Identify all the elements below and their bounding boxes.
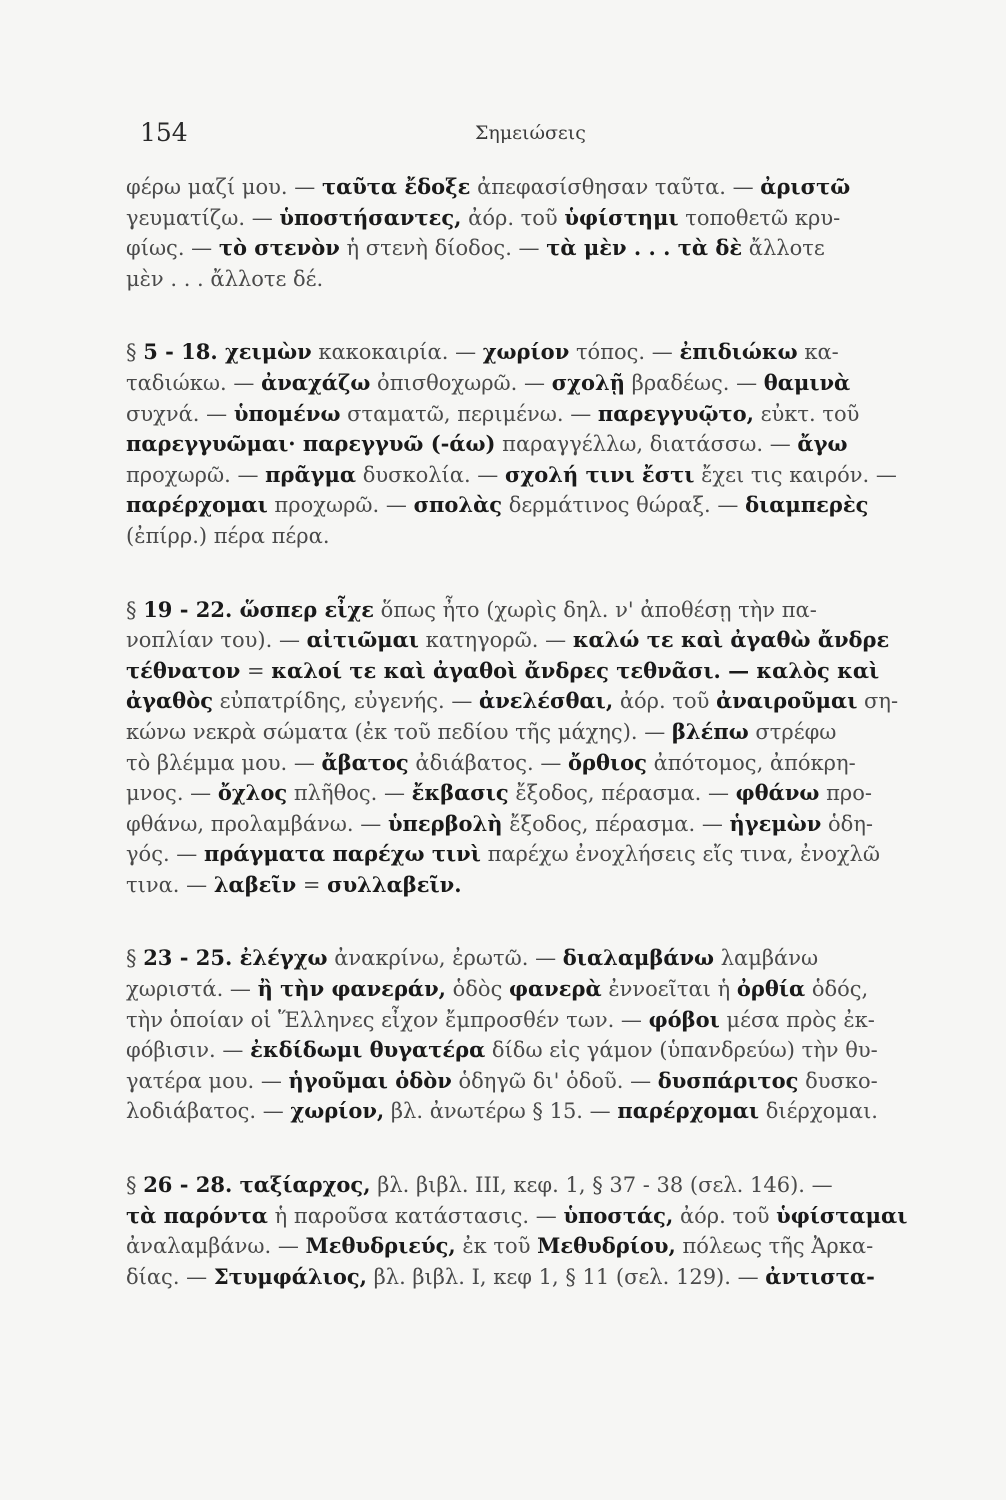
- gloss-text: παραγγέλλω, διατάσσω. —: [495, 432, 798, 457]
- headword: Μεθυδριεύς,: [305, 1233, 456, 1259]
- gloss-text: βλ. ἀνωτέρω § 15. —: [384, 1099, 618, 1124]
- gloss-text: μέσα πρὸς ἐκ-: [719, 1007, 875, 1032]
- headword: καλώ τε καὶ ἀγαθὼ ἄνδρε: [572, 627, 890, 653]
- headword: συλλαβεῖν.: [327, 871, 462, 897]
- headword: βλέπω: [671, 718, 749, 744]
- headword: ὄρθιος: [568, 749, 647, 775]
- gloss-text: (ἐπίρρ.) πέρα πέρα.: [126, 523, 330, 548]
- headword: ἀναιροῦμαι: [716, 688, 858, 714]
- gloss-text: νοπλίαν του). —: [126, 628, 307, 653]
- gloss-text: σταματῶ, περιμένω. —: [340, 401, 598, 426]
- page-number: 154: [140, 118, 188, 147]
- headword: χωρίον,: [290, 1098, 385, 1124]
- text-line: [126, 1035, 981, 1066]
- headword: ἐκδίδωμι θυγατέρα: [250, 1037, 486, 1063]
- gloss-text: τοποθετῶ κρυ-: [678, 205, 841, 230]
- text-line: [126, 870, 981, 901]
- headword: τὸ στενὸν: [218, 235, 340, 261]
- headword: παρέρχομαι: [617, 1098, 760, 1124]
- gloss-text: μνος. —: [126, 781, 218, 806]
- headword: σχολή τινι ἔστι: [504, 461, 695, 487]
- text-line: [126, 625, 981, 656]
- gloss-text: ἀόρ. τοῦ: [673, 1203, 777, 1228]
- headword: πράγματα παρέχω τινὶ: [203, 841, 481, 867]
- gloss-text: ἡ στενὴ δίοδος. —: [339, 236, 547, 261]
- gloss-text: ὁδηγῶ δι' ὁδοῦ. —: [451, 1068, 658, 1093]
- gloss-text: §: [126, 946, 144, 971]
- text-line: [126, 1005, 981, 1036]
- gloss-text: πλῆθος. —: [287, 781, 412, 806]
- gloss-text: εὐπατρίδης, εὐγενής. —: [212, 689, 480, 714]
- gloss-text: =: [296, 872, 328, 897]
- gloss-text: ἐννοεῖται ἡ: [601, 977, 737, 1002]
- gloss-text: ἄλλοτε: [742, 236, 825, 261]
- text-line: [126, 839, 981, 870]
- gloss-text: ἐκ τοῦ: [455, 1234, 538, 1259]
- headword: ἢ τὴν φανεράν,: [257, 976, 446, 1002]
- headword: ταῦτα ἔδοξε: [321, 174, 471, 199]
- gloss-text: ἔχει τις καιρόν. —: [694, 462, 897, 487]
- headword: παρέρχομαι: [126, 492, 268, 518]
- gloss-text: προχωρῶ. —: [126, 462, 266, 487]
- headword: Στυμφάλιος,: [213, 1263, 367, 1289]
- text-line: [126, 264, 981, 295]
- gloss-text: ὅπως ἦτο (χωρὶς δηλ. ν' ἀποθέσῃ τὴν πα-: [374, 597, 817, 622]
- headword: ἀνελέσθαι,: [479, 688, 614, 714]
- gloss-text: τὴν ὁποίαν οἱ Ἕλληνες εἶχον ἔμπροσθέν των. —: [126, 1007, 649, 1032]
- gloss-text: γατέρα μου. —: [126, 1068, 289, 1093]
- text-line: [126, 778, 981, 809]
- headword: θαμινὰ: [763, 369, 851, 395]
- headword: τέθνατον: [126, 657, 241, 683]
- headword: σπολὰς: [413, 492, 503, 518]
- text-line: [126, 1066, 981, 1097]
- gloss-text: κακοκαιρία. —: [311, 340, 483, 365]
- headword: ἡγοῦμαι ὁδὸν: [288, 1067, 452, 1093]
- headword: Μεθυδρίου,: [537, 1233, 676, 1259]
- headword: δυσπάριτος: [657, 1067, 799, 1093]
- gloss-text: βλ. βιβλ. I, κεφ 1, § 11 (σελ. 129). —: [366, 1264, 766, 1289]
- headword: αἰτιῶμαι: [306, 627, 419, 653]
- gloss-text: ἀόρ. τοῦ: [461, 205, 565, 230]
- headword: ἔκβασις: [411, 780, 509, 806]
- gloss-text: ση-: [857, 689, 899, 714]
- text-line: [126, 1201, 981, 1232]
- gloss-text: πόλεως τῆς Ἀρκα-: [675, 1234, 874, 1259]
- gloss-text: χωριστά. —: [126, 977, 258, 1002]
- gloss-text: προχωρῶ. —: [267, 493, 414, 518]
- gloss-text: στρέφω: [748, 719, 837, 744]
- gloss-text: τόπος. —: [569, 340, 680, 365]
- gloss-text: ἡ παροῦσα κατάστασις. —: [267, 1203, 564, 1228]
- gloss-text: λαμβάνω: [714, 946, 819, 971]
- headword: φανερὰ: [509, 976, 602, 1002]
- text-line: [126, 233, 981, 264]
- text-line: [126, 1170, 981, 1201]
- gloss-text: τινα. —: [126, 872, 214, 897]
- text-line: [126, 490, 981, 521]
- gloss-text: φίως. —: [126, 236, 219, 261]
- text-line: [126, 1262, 981, 1293]
- headword: ὑπερβολὴ: [387, 810, 503, 836]
- gloss-text: δυσκολία. —: [356, 462, 505, 487]
- headword: ἀντιστα-: [765, 1263, 875, 1289]
- headword: 19 - 22. ὥσπερ εἶχε: [143, 596, 374, 622]
- gloss-text: μὲν . . . ἄλλοτε δέ.: [126, 266, 324, 291]
- note-paragraph: [126, 1170, 981, 1292]
- gloss-text: φόβισιν. —: [126, 1038, 251, 1063]
- running-head: Σημειώσεις: [475, 122, 586, 144]
- headword: ὑφίσταμαι: [776, 1202, 908, 1228]
- text-line: [126, 172, 981, 203]
- gloss-text: ἀπότομος, ἀπόκρη-: [646, 750, 856, 775]
- text-line: [126, 656, 981, 687]
- text-line: [126, 717, 981, 748]
- page-header: [140, 118, 1000, 158]
- gloss-text: φθάνω, προλαμβάνω. —: [126, 811, 388, 836]
- text-line: [126, 595, 981, 626]
- headword: 23 - 25. ἐλέγχω: [143, 945, 328, 971]
- gloss-text: δίας. —: [126, 1264, 214, 1289]
- headword: ὑποστήσαντες,: [279, 204, 462, 230]
- gloss-text: λοδιάβατος. —: [126, 1099, 291, 1124]
- headword: παρεγγυῶμαι· παρεγγυῶ (-άω): [126, 431, 496, 457]
- headword: τὰ παρόντα: [126, 1202, 268, 1228]
- headword: φόβοι: [648, 1006, 720, 1032]
- gloss-text: κώνω νεκρὰ σώματα (ἐκ τοῦ πεδίου τῆς μάχης). —: [126, 719, 672, 744]
- gloss-text: διέρχομαι.: [759, 1099, 878, 1124]
- headword: ἀναχάζω: [261, 369, 371, 395]
- headword: τὰ μὲν . . . τὰ δὲ: [546, 235, 743, 261]
- text-line: [126, 809, 981, 840]
- headword: ὑφίστημι: [564, 204, 679, 230]
- note-paragraph: [126, 943, 981, 1127]
- gloss-text: ὁδὸς: [445, 977, 510, 1002]
- text-line: [126, 686, 981, 717]
- gloss-text: ἔξοδος, πέρασμα. —: [508, 781, 736, 806]
- text-line: [126, 521, 981, 552]
- gloss-text: ὁδη-: [821, 811, 873, 836]
- headword: διαλαμβάνω: [562, 945, 715, 971]
- gloss-text: §: [126, 1173, 144, 1198]
- text-line: [126, 974, 981, 1005]
- text-line: [126, 429, 981, 460]
- notes-body: [126, 172, 981, 1292]
- headword: παρεγγυῷτο,: [597, 400, 754, 426]
- headword: ἀριστῶ: [760, 174, 851, 199]
- headword: 5 - 18. χειμὼν: [143, 339, 312, 365]
- gloss-text: ὀπισθοχωρῶ. —: [370, 370, 552, 395]
- headword: ἡγεμὼν: [729, 810, 822, 836]
- headword: λαβεῖν: [213, 871, 297, 897]
- text-line: [126, 399, 981, 430]
- headword: ὀρθία: [736, 976, 806, 1002]
- text-line: [126, 460, 981, 491]
- gloss-text: §: [126, 340, 144, 365]
- gloss-text: §: [126, 597, 144, 622]
- headword: ὄχλος: [217, 780, 288, 806]
- headword: φθάνω: [735, 780, 820, 806]
- gloss-text: φέρω μαζί μου. —: [126, 175, 322, 199]
- headword: ἀγαθὸς: [126, 688, 213, 714]
- gloss-text: βραδέως. —: [625, 370, 764, 395]
- headword: ἐπιδιώκω: [679, 339, 798, 365]
- text-line: [126, 943, 981, 974]
- headword: ἄγω: [797, 431, 848, 457]
- gloss-text: ἀόρ. τοῦ: [613, 689, 717, 714]
- note-paragraph: [126, 337, 981, 551]
- gloss-text: κατηγορῶ. —: [418, 628, 573, 653]
- gloss-text: δίδω εἰς γάμον (ὑπανδρεύω) τὴν θυ-: [485, 1038, 878, 1063]
- text-line: [126, 1231, 981, 1262]
- gloss-text: δυσκο-: [798, 1068, 878, 1093]
- headword: πρᾶγμα: [265, 461, 357, 487]
- gloss-text: ἀνακρίνω, ἐρωτῶ. —: [327, 946, 563, 971]
- gloss-text: ἀδιάβατος. —: [408, 750, 569, 775]
- gloss-text: βλ. βιβλ. III, κεφ. 1, § 37 - 38 (σελ. 146). —: [370, 1173, 833, 1198]
- headword: ὑπομένω: [233, 400, 341, 426]
- headword: ἄβατος: [321, 749, 409, 775]
- headword: ὑποστάς,: [563, 1202, 674, 1228]
- gloss-text: δερμάτινος θώραξ. —: [502, 493, 746, 518]
- gloss-text: ἔξοδος, πέρασμα. —: [502, 811, 730, 836]
- text-line: [126, 337, 981, 368]
- text-line: [126, 1096, 981, 1127]
- headword: 26 - 28. ταξίαρχος,: [143, 1172, 371, 1198]
- note-paragraph: [126, 172, 981, 294]
- gloss-text: ἀναλαμβάνω. —: [126, 1234, 306, 1259]
- gloss-text: κα-: [797, 340, 839, 365]
- text-line: [126, 748, 981, 779]
- gloss-text: ταδιώκω. —: [126, 370, 262, 395]
- gloss-text: =: [240, 658, 272, 683]
- headword: διαμπερὲς: [745, 492, 869, 518]
- gloss-text: τὸ βλέμμα μου. —: [126, 750, 322, 775]
- headword: σχολῇ: [551, 369, 625, 395]
- headword: καλοί τε καὶ ἀγαθοὶ ἄνδρες τεθνᾶσι. — καλὸς καὶ: [271, 657, 880, 683]
- gloss-text: παρέχω ἐνοχλήσεις εἴς τινα, ἐνοχλῶ: [480, 842, 881, 867]
- gloss-text: συχνά. —: [126, 401, 234, 426]
- gloss-text: γευματίζω. —: [126, 205, 280, 230]
- text-line: [126, 203, 981, 234]
- gloss-text: προ-: [819, 781, 872, 806]
- headword: χωρίον: [482, 339, 570, 365]
- gloss-text: γός. —: [126, 842, 204, 867]
- gloss-text: ἀπεφασίσθησαν ταῦτα. —: [470, 175, 761, 199]
- gloss-text: εὐκτ. τοῦ: [753, 401, 860, 426]
- text-line: [126, 368, 981, 399]
- gloss-text: ὁδός,: [805, 977, 869, 1002]
- note-paragraph: [126, 595, 981, 901]
